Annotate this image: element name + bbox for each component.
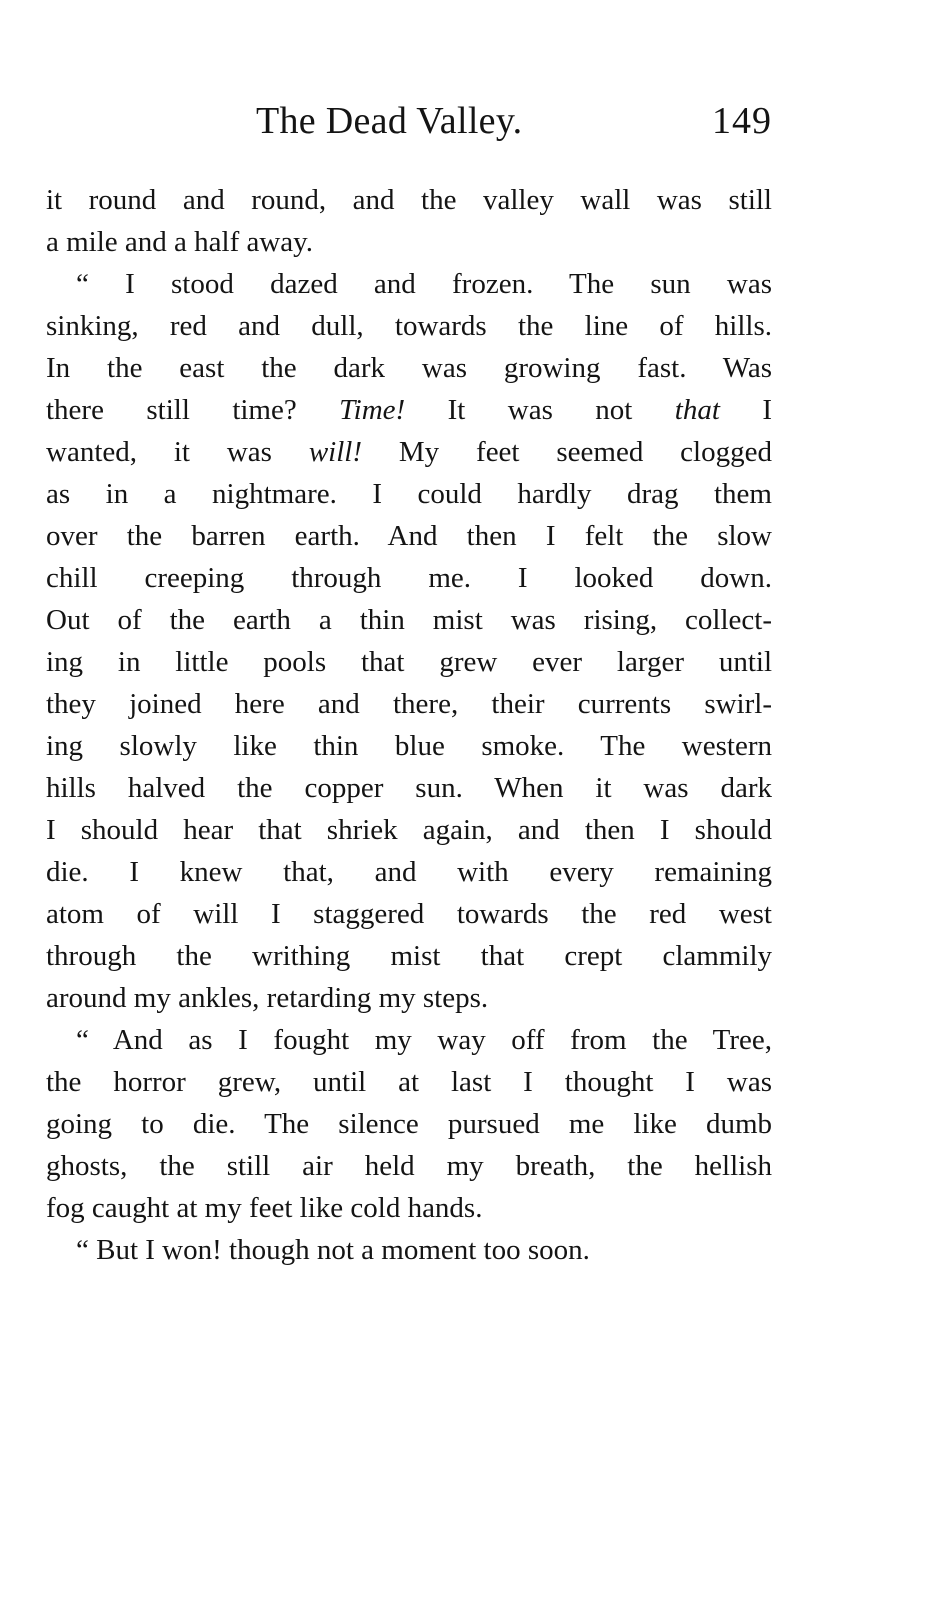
text-segment: I [762, 394, 772, 426]
text-line: going to die. The silence pursued me like dumb [46, 1108, 772, 1140]
text-line: “ I stood dazed and frozen. The sun was [76, 268, 772, 300]
paragraph-1 [46, 179, 772, 263]
paragraph-2 [46, 263, 772, 1019]
text-line: ing slowly like thin blue smoke. The western [46, 730, 772, 762]
text-segment: there still time? [46, 394, 297, 426]
text-line: sinking, red and dull, towards the line of hills. [46, 310, 772, 342]
italic-emphasis: will! [308, 436, 362, 468]
text-line: die. I knew that, and with every remaining [46, 856, 772, 888]
text-line: In the east the dark was growing fast. Was [46, 352, 772, 384]
text-line: as in a nightmare. I could hardly drag them [46, 478, 772, 510]
text-line: hills halved the copper sun. When it was dark [46, 772, 772, 804]
text-line: the horror grew, until at last I thought I was [46, 1066, 772, 1098]
text-segment: wanted, it was [46, 436, 272, 468]
body-text [46, 179, 772, 1271]
running-title: The Dead Valley. [256, 100, 523, 142]
italic-emphasis: Time! [339, 394, 406, 426]
text-segment: My feet seemed clogged [398, 436, 772, 468]
text-line [46, 431, 772, 473]
text-line: ghosts, the still air held my breath, the hellish [46, 1150, 772, 1182]
page-number: 149 [712, 100, 772, 142]
text-line: Out of the earth a thin mist was rising, collect- [46, 604, 772, 636]
text-line: fog caught at my feet like cold hands. [46, 1192, 483, 1224]
text-line: I should hear that shriek again, and then I should [46, 814, 772, 846]
paragraph-4 [46, 1229, 772, 1271]
text-line: it round and round, and the valley wall was still [46, 184, 772, 216]
text-line: atom of will I staggered towards the red west [46, 898, 772, 930]
text-segment: It was not [447, 394, 633, 426]
text-line: through the writhing mist that crept clammily [46, 940, 772, 972]
text-line: they joined here and there, their currents swirl- [46, 688, 772, 720]
paragraph-3 [46, 1019, 772, 1229]
italic-emphasis: that [674, 394, 720, 426]
page-header [46, 93, 772, 149]
text-line [46, 389, 772, 431]
text-line: “ And as I fought my way off from the Tree, [76, 1024, 772, 1056]
text-line: chill creeping through me. I looked down. [46, 562, 772, 594]
text-line: around my ankles, retarding my steps. [46, 982, 489, 1014]
text-line: a mile and a half away. [46, 226, 314, 258]
text-line: over the barren earth. And then I felt the slow [46, 520, 772, 552]
text-line: ing in little pools that grew ever larger until [46, 646, 772, 678]
text-line: “ But I won! though not a moment too soon. [76, 1234, 590, 1266]
